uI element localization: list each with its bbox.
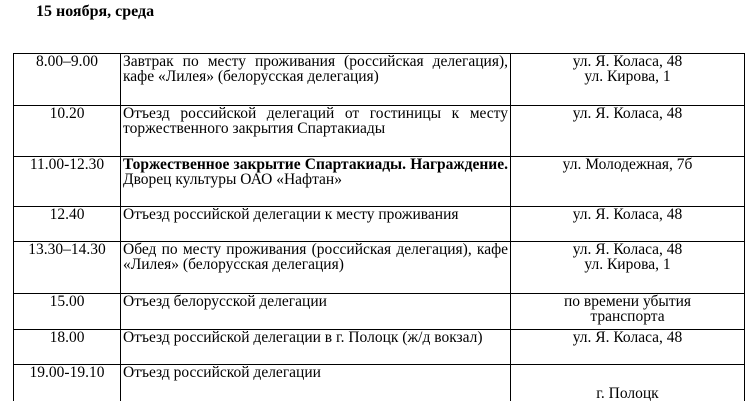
event-cell: Отъезд российской делегации — [121, 365, 511, 401]
schedule-row — [14, 106, 745, 157]
schedule-table — [13, 53, 745, 401]
event-cell: Отъезд российской делегации к месту проживания — [121, 207, 511, 242]
schedule-row — [14, 157, 745, 207]
schedule-row — [14, 365, 745, 401]
schedule-row — [14, 330, 745, 365]
schedule-row — [14, 54, 745, 106]
place-cell — [511, 330, 745, 365]
page-heading: 15 ноября, среда — [36, 3, 155, 20]
place-cell — [511, 54, 745, 106]
event-text: Дворец культуры ОАО «Нафтан» — [123, 171, 342, 188]
place-line: по времени убытия — [563, 293, 692, 310]
place-line: ул. Молодежная, 7б — [562, 156, 693, 173]
place-line: транспорта — [590, 308, 665, 325]
place-line: г. Полоцк — [596, 384, 659, 401]
place-line: ул. Я. Коласа, 48 — [572, 206, 683, 223]
time-cell: 15.00 — [14, 294, 121, 330]
event-cell: Завтрак по месту проживания (российская делегация), кафе «Лилея» (белорусская делегация) — [121, 54, 511, 106]
time-cell: 11.00-12.30 — [14, 157, 121, 207]
place-cell — [511, 294, 745, 330]
place-cell — [511, 106, 745, 157]
place-cell — [511, 242, 745, 294]
place-cell — [511, 207, 745, 242]
schedule-row — [14, 207, 745, 242]
event-cell — [121, 157, 511, 207]
time-cell: 13.30–14.30 — [14, 242, 121, 294]
time-cell: 10.20 — [14, 106, 121, 157]
place-line: ул. Я. Коласа, 48 — [572, 53, 683, 70]
event-cell: Отъезд белорусской делегации — [121, 294, 511, 330]
place-line: ул. Я. Коласа, 48 — [572, 241, 683, 258]
place-cell — [511, 365, 745, 401]
schedule-row — [14, 294, 745, 330]
time-cell: 18.00 — [14, 330, 121, 365]
place-line: ул. Кирова, 1 — [584, 256, 671, 273]
place-line: ул. Кирова, 1 — [584, 68, 671, 85]
place-line: ул. Я. Коласа, 48 — [572, 105, 683, 122]
schedule-row — [14, 242, 745, 294]
event-cell: Обед по месту проживания (российская делегация), кафе «Лилея» (белорусская делегация) — [121, 242, 511, 294]
time-cell: 19.00-19.10 — [14, 365, 121, 401]
event-bold-text: Торжественное закрытие Спартакиады. Награждение. — [123, 156, 508, 173]
time-cell: 8.00–9.00 — [14, 54, 121, 106]
event-cell: Отъезд российской делегации в г. Полоцк (ж/д вокзал) — [121, 330, 511, 365]
place-line: ул. Я. Коласа, 48 — [572, 329, 683, 346]
time-cell: 12.40 — [14, 207, 121, 242]
event-cell: Отъезд российской делегаций от гостиницы к месту торжественного закрытия Спартакиады — [121, 106, 511, 157]
place-cell — [511, 157, 745, 207]
